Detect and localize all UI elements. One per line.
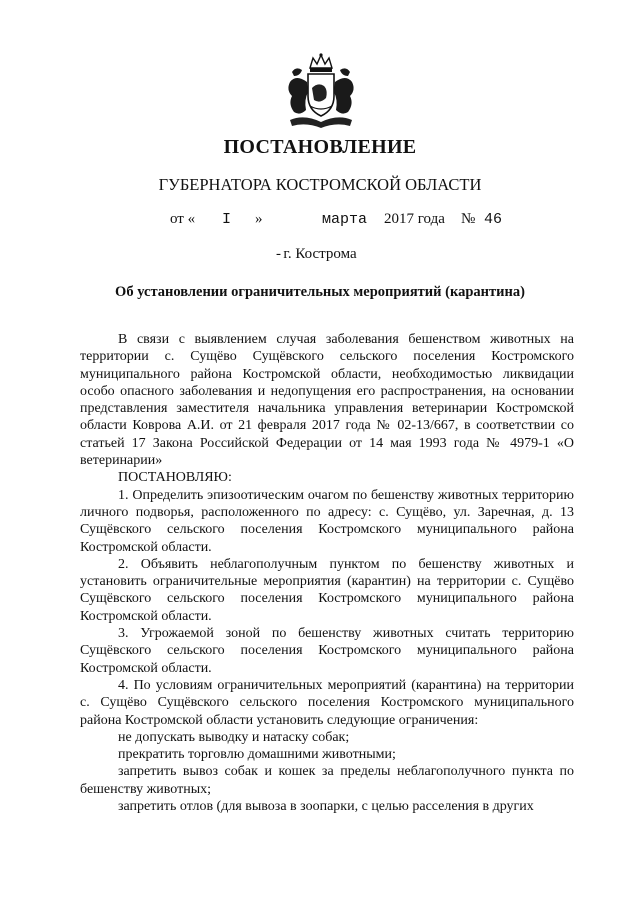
document-title: ПОСТАНОВЛЕНИЕ <box>223 136 417 158</box>
date-day: I <box>222 211 232 228</box>
city-mark: - <box>276 246 281 262</box>
issuer-line: ГУБЕРНАТОРА КОСТРОМСКОЙ ОБЛАСТИ <box>158 175 482 194</box>
restriction-4: запретить отлов (для вывоза в зоопарки, с целью расселения в других <box>118 799 534 815</box>
document-heading: Об установлении ограничительных мероприятий (карантина) <box>115 284 525 300</box>
document-number: 46 <box>484 211 503 228</box>
date-year: 2017 года <box>384 211 445 227</box>
date-prefix: от « <box>170 211 196 227</box>
document-body <box>80 331 574 815</box>
restriction-2: прекратить торговлю домашними животными; <box>118 747 396 763</box>
date-close-quote: » <box>255 211 263 227</box>
city-line <box>0 246 640 263</box>
number-sign: № <box>461 211 476 227</box>
coat-of-arms-icon <box>280 52 362 130</box>
item-4: 4. По условиям ограничительных мероприятий (карантина) на территории с. Сущёво Сущёвского сельского поселения Костромского муниципального района Костромской области установить следующие ограничения: <box>80 677 574 728</box>
item-1: 1. Определить эпизоотическим очагом по бешенству животных территорию личного подворья, расположенного по адресу: с. Сущёво, ул. Заречная, д. 13 Сущёвского сельского поселения Костромского муниципального района Костромской области. <box>80 487 574 555</box>
city-name: г. Кострома <box>283 246 357 262</box>
restriction-1: не допускать выводку и натаску собак; <box>118 729 350 745</box>
date-month: марта <box>322 211 368 228</box>
item-3: 3. Угрожаемой зоной по бешенству животных считать территорию Сущёвского сельского поселения Костромского муниципального района Костромской области. <box>80 626 574 676</box>
restriction-3: запретить вывоз собак и кошек за пределы неблагополучного пункта по бешенству животных; <box>80 764 574 797</box>
decree-word: ПОСТАНОВЛЯЮ: <box>118 470 232 486</box>
item-2: 2. Объявить неблагополучным пунктом по бешенству животных и установить ограничительные мероприятия (карантин) на территории с. Сущёво Сущёвского сельского поселения Костромского муниципального района Костромской области. <box>80 556 574 624</box>
intro-paragraph: В связи с выявлением случая заболевания бешенством животных на территории с. Сущёво Сущёвского сельского поселения Костромского муниципального района Костромской области, необходимостью ликвидации особо опасного заболевания и недопущения его распространения, на основании представления заместителя начальника управления ветеринарии Костромской области Коврова А.И. от 21 февраля 2017 года № 02-13/667, в соответствии со статьей 17 Закона Российской Федерации от 14 мая 1993 года № 4979-1 «О ветеринарии» <box>80 332 574 469</box>
date-line <box>0 211 640 233</box>
